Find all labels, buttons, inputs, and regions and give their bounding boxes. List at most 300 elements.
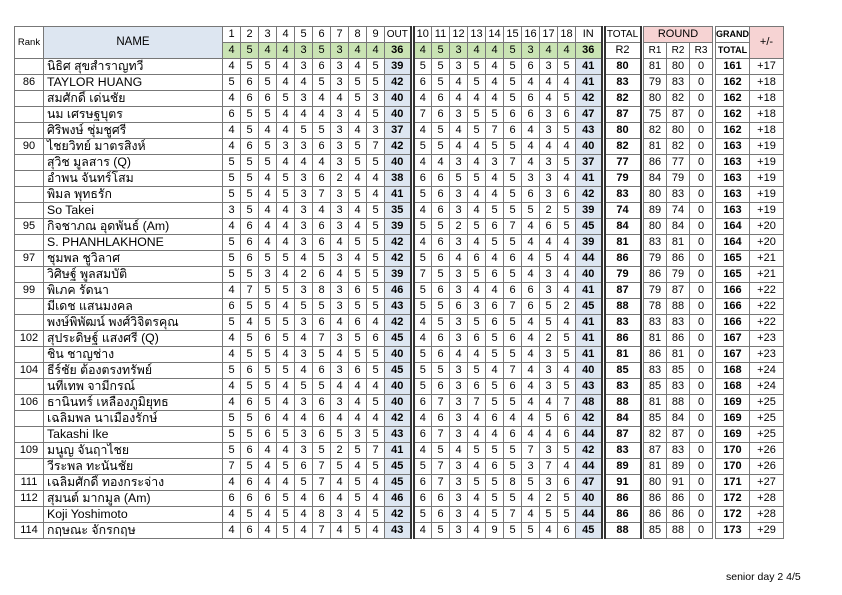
round-total: 87 xyxy=(605,283,641,299)
round-3-score: 0 xyxy=(690,187,713,203)
player-row xyxy=(15,507,784,523)
hole-score: 5 xyxy=(486,139,504,155)
hole-score: 4 xyxy=(349,251,367,267)
hole-score: 7 xyxy=(504,299,522,315)
hole-score: 4 xyxy=(432,155,450,171)
hole-score: 6 xyxy=(313,491,331,507)
hole-score: 5 xyxy=(241,299,259,315)
player-row xyxy=(15,123,784,139)
hole-score: 6 xyxy=(259,91,277,107)
hole-score: 5 xyxy=(468,171,486,187)
round-2-score: 80 xyxy=(667,123,690,139)
grand-total: 171 xyxy=(716,475,750,491)
hole-score: 5 xyxy=(277,459,295,475)
hole-score: 3 xyxy=(450,475,468,491)
hole-score: 4 xyxy=(558,139,576,155)
hole-score: 4 xyxy=(450,91,468,107)
round-total: 86 xyxy=(605,331,641,347)
rank xyxy=(15,267,44,283)
par-value: 5 xyxy=(241,43,259,59)
hole-score: 3 xyxy=(540,187,558,203)
hole-score: 5 xyxy=(367,459,385,475)
plus-minus: +25 xyxy=(750,395,784,411)
hole-score: 5 xyxy=(259,379,277,395)
hole-score: 5 xyxy=(468,475,486,491)
round-col-header: R3 xyxy=(690,43,713,59)
plus-minus: +20 xyxy=(750,235,784,251)
hole-score: 6 xyxy=(522,107,540,123)
in-total: 44 xyxy=(576,459,602,475)
hole-score: 6 xyxy=(414,75,432,91)
player-row xyxy=(15,491,784,507)
plus-minus: +19 xyxy=(750,171,784,187)
hole-score: 5 xyxy=(468,219,486,235)
hole-score: 4 xyxy=(468,459,486,475)
hole-score: 6 xyxy=(558,427,576,443)
hole-score: 4 xyxy=(331,91,349,107)
round-col-header: R2 xyxy=(667,43,690,59)
hole-score: 8 xyxy=(313,507,331,523)
round-3-score: 0 xyxy=(690,347,713,363)
grand-total: 170 xyxy=(716,459,750,475)
hole-score: 4 xyxy=(558,283,576,299)
player-name: สุวิช มูลสาร (Q) xyxy=(44,155,223,171)
hole-score: 7 xyxy=(558,395,576,411)
player-row xyxy=(15,219,784,235)
out-total: 45 xyxy=(385,363,411,379)
hole-score: 3 xyxy=(295,187,313,203)
grand-total: 168 xyxy=(716,363,750,379)
hole-score: 7 xyxy=(313,187,331,203)
plus-minus: +18 xyxy=(750,123,784,139)
hole-score: 5 xyxy=(414,59,432,75)
out-total: 40 xyxy=(385,395,411,411)
hole-score: 7 xyxy=(504,155,522,171)
hole-score: 4 xyxy=(295,331,313,347)
out-total: 43 xyxy=(385,523,411,539)
hole-score: 4 xyxy=(277,443,295,459)
hole-score: 5 xyxy=(504,267,522,283)
round-2-score: 83 xyxy=(667,187,690,203)
out-total: 39 xyxy=(385,267,411,283)
rank xyxy=(15,107,44,123)
hole-score: 6 xyxy=(349,363,367,379)
hole-score: 4 xyxy=(349,123,367,139)
hole-score: 5 xyxy=(504,235,522,251)
hole-score: 5 xyxy=(259,283,277,299)
hole-score: 3 xyxy=(450,427,468,443)
player-name: มนูญ จันฤาไชย xyxy=(44,443,223,459)
hole-score: 5 xyxy=(259,299,277,315)
plus-minus: +25 xyxy=(750,411,784,427)
round-3-score: 0 xyxy=(690,203,713,219)
round-1-score: 86 xyxy=(644,347,667,363)
rank xyxy=(15,91,44,107)
out-total: 37 xyxy=(385,123,411,139)
hole-score: 3 xyxy=(331,203,349,219)
round-1-score: 87 xyxy=(644,443,667,459)
hole-score: 4 xyxy=(450,251,468,267)
rank: 90 xyxy=(15,139,44,155)
round-1-score: 85 xyxy=(644,411,667,427)
hole-score: 5 xyxy=(468,267,486,283)
player-name: TAYLOR HUANG xyxy=(44,75,223,91)
hole-score: 4 xyxy=(277,203,295,219)
hole-number: 8 xyxy=(349,27,367,43)
round-2-score: 81 xyxy=(667,347,690,363)
hole-score: 4 xyxy=(558,235,576,251)
hole-score: 4 xyxy=(331,267,349,283)
hole-score: 5 xyxy=(277,283,295,299)
player-name: วีระพล ทะนันชัย xyxy=(44,459,223,475)
hole-score: 6 xyxy=(241,91,259,107)
hole-score: 5 xyxy=(432,363,450,379)
round-1-score: 80 xyxy=(644,91,667,107)
hole-score: 5 xyxy=(367,155,385,171)
hole-score: 6 xyxy=(432,331,450,347)
hole-score: 5 xyxy=(241,267,259,283)
hole-score: 6 xyxy=(241,475,259,491)
hole-score: 5 xyxy=(504,139,522,155)
hole-score: 5 xyxy=(468,315,486,331)
hole-score: 6 xyxy=(432,491,450,507)
name-header: NAME xyxy=(44,27,223,59)
player-name: สมศักดิ์ เด่นชัย xyxy=(44,91,223,107)
rank: 99 xyxy=(15,283,44,299)
hole-score: 4 xyxy=(486,283,504,299)
hole-score: 5 xyxy=(295,379,313,395)
hole-score: 5 xyxy=(223,75,241,91)
hole-score: 5 xyxy=(558,379,576,395)
player-row xyxy=(15,59,784,75)
hole-score: 3 xyxy=(450,283,468,299)
hole-score: 3 xyxy=(331,59,349,75)
hole-score: 5 xyxy=(432,59,450,75)
hole-score: 3 xyxy=(540,171,558,187)
hole-score: 5 xyxy=(558,123,576,139)
hole-score: 4 xyxy=(468,283,486,299)
hole-score: 5 xyxy=(540,507,558,523)
round-1-score: 83 xyxy=(644,235,667,251)
hole-score: 5 xyxy=(349,491,367,507)
hole-score: 5 xyxy=(468,443,486,459)
round-2-score: 79 xyxy=(667,267,690,283)
hole-score: 4 xyxy=(259,203,277,219)
hole-score: 6 xyxy=(313,363,331,379)
hole-score: 6 xyxy=(468,379,486,395)
in-total: 42 xyxy=(576,91,602,107)
round-total: 83 xyxy=(605,315,641,331)
hole-score: 5 xyxy=(277,427,295,443)
round-total: 91 xyxy=(605,475,641,491)
hole-score: 5 xyxy=(295,299,313,315)
hole-score: 6 xyxy=(241,491,259,507)
hole-score: 4 xyxy=(468,91,486,107)
plus-minus: +18 xyxy=(750,91,784,107)
plus-minus: +24 xyxy=(750,363,784,379)
hole-score: 4 xyxy=(223,283,241,299)
hole-score: 6 xyxy=(414,395,432,411)
hole-score: 4 xyxy=(468,411,486,427)
hole-score: 5 xyxy=(432,139,450,155)
hole-score: 5 xyxy=(432,315,450,331)
in-total: 42 xyxy=(576,187,602,203)
round-total: 84 xyxy=(605,219,641,235)
hole-score: 4 xyxy=(349,59,367,75)
hole-score: 5 xyxy=(349,235,367,251)
hole-score: 4 xyxy=(486,427,504,443)
hole-score: 4 xyxy=(277,379,295,395)
plusminus-header: +/- xyxy=(750,27,784,59)
hole-number: 14 xyxy=(486,27,504,43)
hole-score: 5 xyxy=(540,315,558,331)
hole-score: 4 xyxy=(331,523,349,539)
hole-score: 6 xyxy=(313,395,331,411)
rank xyxy=(15,427,44,443)
plus-minus: +29 xyxy=(750,523,784,539)
hole-score: 6 xyxy=(504,251,522,267)
hole-score: 4 xyxy=(367,491,385,507)
hole-score: 4 xyxy=(277,299,295,315)
hole-score: 4 xyxy=(522,75,540,91)
hole-number: 16 xyxy=(522,27,540,43)
hole-score: 6 xyxy=(295,459,313,475)
hole-number: 2 xyxy=(241,27,259,43)
hole-score: 3 xyxy=(540,59,558,75)
hole-score: 5 xyxy=(223,187,241,203)
round-2-score: 84 xyxy=(667,219,690,235)
in-total: 42 xyxy=(576,411,602,427)
hole-score: 5 xyxy=(295,123,313,139)
hole-score: 3 xyxy=(450,59,468,75)
out-total: 42 xyxy=(385,507,411,523)
hole-score: 3 xyxy=(223,203,241,219)
hole-score: 2 xyxy=(540,491,558,507)
round-3-score: 0 xyxy=(690,507,713,523)
hole-score: 6 xyxy=(486,219,504,235)
hole-score: 4 xyxy=(349,379,367,395)
hole-score: 3 xyxy=(331,107,349,123)
hole-score: 4 xyxy=(522,139,540,155)
hole-score: 5 xyxy=(259,347,277,363)
par-value: 4 xyxy=(558,43,576,59)
hole-score: 4 xyxy=(295,75,313,91)
hole-score: 5 xyxy=(241,331,259,347)
round-1-score: 86 xyxy=(644,507,667,523)
hole-score: 4 xyxy=(367,411,385,427)
round-1-score: 83 xyxy=(644,315,667,331)
hole-score: 4 xyxy=(558,363,576,379)
hole-score: 7 xyxy=(432,427,450,443)
hole-score: 4 xyxy=(223,91,241,107)
hole-score: 3 xyxy=(522,171,540,187)
hole-score: 4 xyxy=(331,235,349,251)
hole-score: 4 xyxy=(295,363,313,379)
hole-score: 5 xyxy=(241,379,259,395)
hole-score: 4 xyxy=(468,187,486,203)
hole-score: 5 xyxy=(313,123,331,139)
grand-total: 164 xyxy=(716,219,750,235)
hole-score: 4 xyxy=(349,219,367,235)
grand-total: 162 xyxy=(716,75,750,91)
round-2-score: 85 xyxy=(667,363,690,379)
hole-score: 5 xyxy=(367,363,385,379)
grand-total-header: TOTAL xyxy=(716,43,750,59)
par-value: 4 xyxy=(367,43,385,59)
hole-score: 3 xyxy=(331,507,349,523)
plus-minus: +23 xyxy=(750,331,784,347)
hole-score: 6 xyxy=(432,411,450,427)
hole-score: 5 xyxy=(468,123,486,139)
hole-score: 6 xyxy=(432,347,450,363)
hole-score: 4 xyxy=(295,107,313,123)
hole-score: 4 xyxy=(295,523,313,539)
hole-score: 5 xyxy=(241,347,259,363)
hole-score: 5 xyxy=(486,347,504,363)
hole-score: 7 xyxy=(540,459,558,475)
grand-total: 172 xyxy=(716,491,750,507)
hole-score: 5 xyxy=(558,443,576,459)
hole-score: 2 xyxy=(540,203,558,219)
hole-score: 4 xyxy=(558,171,576,187)
rank xyxy=(15,315,44,331)
hole-score: 6 xyxy=(259,331,277,347)
rank xyxy=(15,347,44,363)
round-2-score: 88 xyxy=(667,523,690,539)
hole-score: 5 xyxy=(241,427,259,443)
hole-score: 5 xyxy=(468,59,486,75)
hole-score: 3 xyxy=(259,267,277,283)
player-row xyxy=(15,155,784,171)
hole-score: 5 xyxy=(558,91,576,107)
hole-score: 5 xyxy=(241,59,259,75)
out-total: 39 xyxy=(385,219,411,235)
rank xyxy=(15,299,44,315)
grand-total: 169 xyxy=(716,395,750,411)
out-total: 40 xyxy=(385,379,411,395)
plus-minus: +21 xyxy=(750,267,784,283)
player-row xyxy=(15,267,784,283)
round-1-score: 86 xyxy=(644,267,667,283)
hole-score: 5 xyxy=(432,75,450,91)
round-3-score: 0 xyxy=(690,107,713,123)
hole-score: 3 xyxy=(450,491,468,507)
hole-score: 8 xyxy=(313,283,331,299)
hole-score: 4 xyxy=(504,411,522,427)
round-total: 86 xyxy=(605,507,641,523)
hole-score: 5 xyxy=(349,299,367,315)
hole-score: 4 xyxy=(259,219,277,235)
hole-score: 5 xyxy=(367,507,385,523)
hole-score: 5 xyxy=(223,251,241,267)
hole-score: 6 xyxy=(432,171,450,187)
hole-score: 6 xyxy=(522,283,540,299)
hole-score: 6 xyxy=(450,299,468,315)
hole-score: 4 xyxy=(450,347,468,363)
hole-score: 4 xyxy=(349,395,367,411)
hole-score: 4 xyxy=(295,491,313,507)
hole-score: 7 xyxy=(432,395,450,411)
rank-header: Rank xyxy=(15,27,44,59)
round-2-score: 83 xyxy=(667,443,690,459)
player-row xyxy=(15,139,784,155)
hole-score: 5 xyxy=(486,507,504,523)
round-total: 88 xyxy=(605,523,641,539)
hole-score: 4 xyxy=(522,427,540,443)
out-total: 38 xyxy=(385,171,411,187)
player-row xyxy=(15,91,784,107)
hole-score: 4 xyxy=(367,187,385,203)
round-2-score: 87 xyxy=(667,427,690,443)
hole-score: 3 xyxy=(331,251,349,267)
hole-score: 4 xyxy=(223,507,241,523)
hole-score: 6 xyxy=(259,411,277,427)
grand-total: 170 xyxy=(716,443,750,459)
round-total: 79 xyxy=(605,171,641,187)
out-total: 40 xyxy=(385,91,411,107)
hole-number: 18 xyxy=(558,27,576,43)
par-value: 4 xyxy=(486,43,504,59)
hole-score: 4 xyxy=(540,523,558,539)
hole-score: 4 xyxy=(331,411,349,427)
plus-minus: +24 xyxy=(750,379,784,395)
round-1-score: 81 xyxy=(644,331,667,347)
hole-score: 3 xyxy=(295,347,313,363)
hole-score: 4 xyxy=(414,123,432,139)
hole-number: 5 xyxy=(295,27,313,43)
plus-minus: +28 xyxy=(750,507,784,523)
par-value: 5 xyxy=(313,43,331,59)
hole-score: 3 xyxy=(540,283,558,299)
hole-score: 5 xyxy=(349,331,367,347)
hole-score: 4 xyxy=(522,331,540,347)
hole-score: 6 xyxy=(223,107,241,123)
scoreboard-table xyxy=(14,26,784,539)
player-name: S. PHANHLAKHONE xyxy=(44,235,223,251)
hole-score: 4 xyxy=(540,235,558,251)
hole-score: 5 xyxy=(349,475,367,491)
hole-score: 4 xyxy=(468,427,486,443)
player-row xyxy=(15,443,784,459)
hole-score: 3 xyxy=(450,187,468,203)
hole-score: 6 xyxy=(414,427,432,443)
hole-score: 4 xyxy=(259,235,277,251)
hole-score: 4 xyxy=(486,171,504,187)
plus-minus: +19 xyxy=(750,155,784,171)
hole-score: 4 xyxy=(468,203,486,219)
hole-number: 15 xyxy=(504,27,522,43)
hole-score: 6 xyxy=(504,379,522,395)
player-name: ศิริพงษ์ ชุ่มชูศรี xyxy=(44,123,223,139)
hole-score: 7 xyxy=(486,123,504,139)
round-1-score: 81 xyxy=(644,395,667,411)
in-total: 41 xyxy=(576,59,602,75)
round-total: 82 xyxy=(605,139,641,155)
out-total: 35 xyxy=(385,203,411,219)
rank xyxy=(15,507,44,523)
rank: 106 xyxy=(15,395,44,411)
hole-score: 4 xyxy=(558,251,576,267)
hole-score: 6 xyxy=(432,203,450,219)
hole-score: 6 xyxy=(432,235,450,251)
hole-score: 4 xyxy=(295,155,313,171)
round-2-score: 89 xyxy=(667,459,690,475)
hole-score: 5 xyxy=(277,507,295,523)
hole-score: 4 xyxy=(540,91,558,107)
round-1-score: 75 xyxy=(644,107,667,123)
hole-score: 6 xyxy=(522,299,540,315)
par-value: 3 xyxy=(450,43,468,59)
